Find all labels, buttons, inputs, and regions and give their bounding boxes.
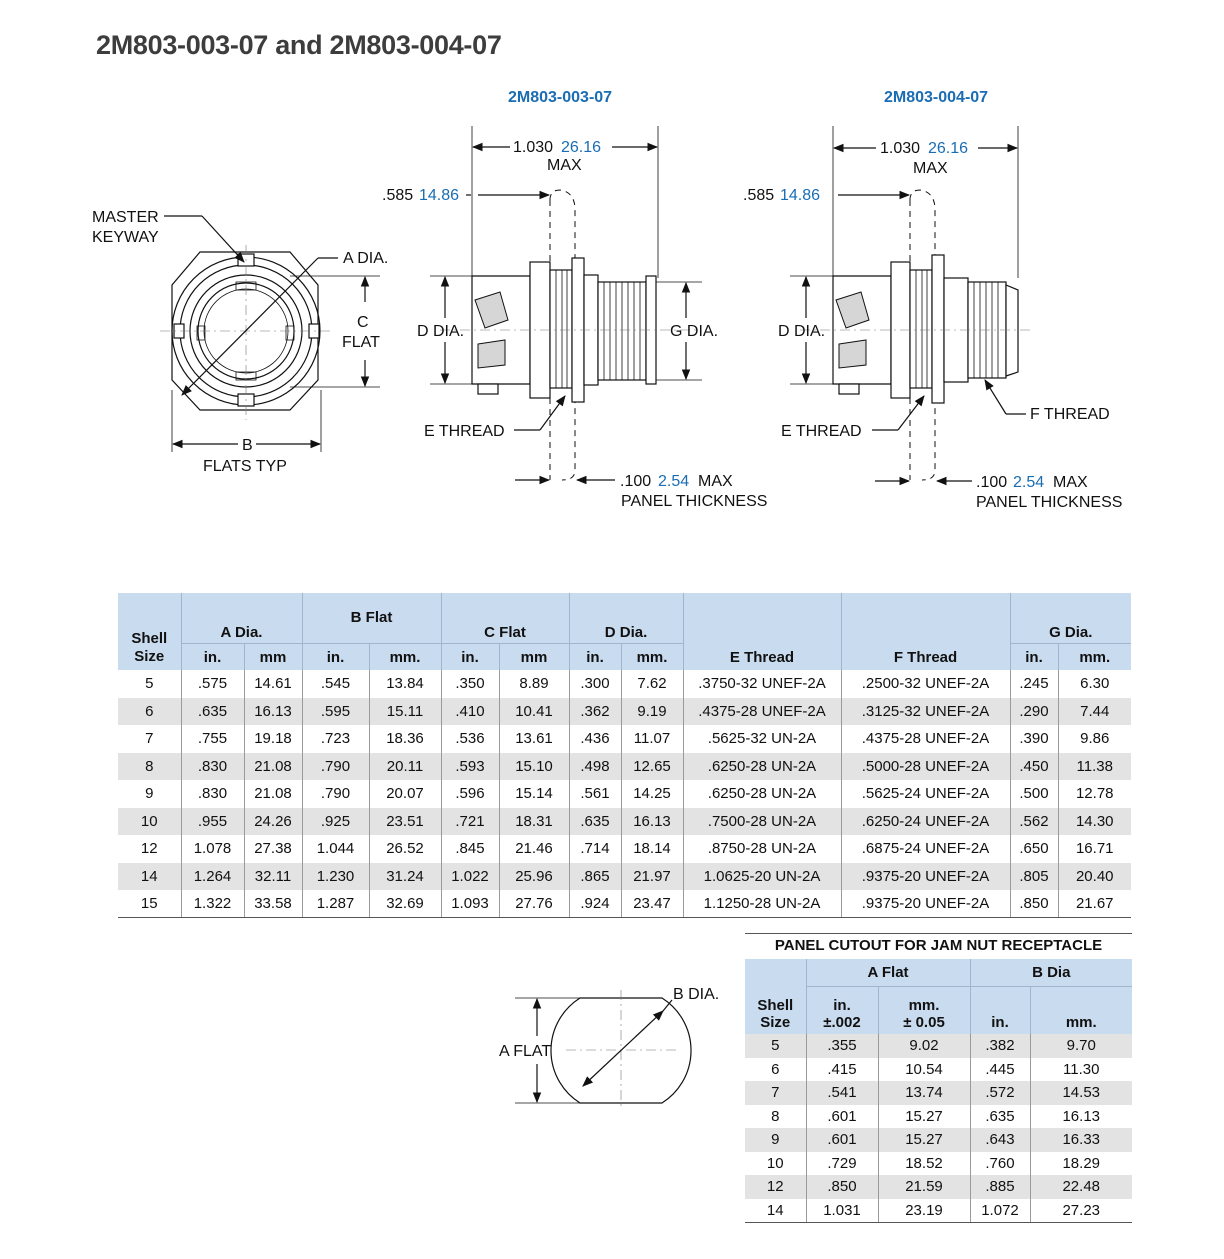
table-cell: 21.08	[244, 780, 302, 808]
table-cell: .436	[569, 725, 621, 753]
table-row	[745, 1034, 1132, 1058]
table-cell: .805	[1010, 863, 1058, 891]
side-004-panel-max: MAX	[1053, 474, 1088, 491]
table-cell: 1.322	[181, 890, 244, 918]
table-cell: 5	[145, 675, 154, 693]
table-cell: 1.0625-20 UN-2A	[683, 863, 841, 891]
a-dia-header: A Dia.	[181, 593, 302, 644]
table-cell: .865	[569, 863, 621, 891]
table-cell: 1.078	[181, 835, 244, 863]
side-004-panel-thickness: PANEL THICKNESS	[976, 494, 1123, 511]
table-cell: 1.031	[806, 1199, 878, 1223]
table-cell: .790	[302, 780, 369, 808]
side-004-panel-mm: 2.54	[1013, 474, 1045, 491]
g-dia-header: G Dia.	[1010, 593, 1131, 644]
table-cell: 14.61	[244, 670, 302, 698]
table-cell: 20.40	[1058, 863, 1131, 891]
side-003-len-in: 1.030	[513, 139, 554, 156]
table-row	[118, 725, 1131, 753]
table-cell: 23.47	[621, 890, 683, 918]
cutout-b-dia-label: B DIA.	[673, 986, 720, 1003]
table-cell: .723	[302, 725, 369, 753]
table-cell: .9375-20 UNEF-2A	[841, 890, 1010, 918]
table-cell: 16.13	[1030, 1105, 1132, 1129]
table-cell: 15.27	[878, 1105, 970, 1129]
table-cell: .8750-28 UN-2A	[683, 835, 841, 863]
table-cell: 15.14	[499, 780, 569, 808]
table-cell: .885	[970, 1175, 1030, 1199]
table-cell: .845	[441, 835, 499, 863]
master-keyway-label: MASTER	[92, 209, 159, 226]
table-cell: 27.76	[499, 890, 569, 918]
table-cell: 7.62	[621, 670, 683, 698]
side-004-panel-in: .100	[976, 474, 1008, 491]
table-cell: 6.30	[1058, 670, 1131, 698]
table-cell: 27.23	[1030, 1199, 1132, 1223]
shell-size-header: Shell Size	[118, 593, 181, 670]
table-row	[118, 670, 1131, 698]
side-view-004	[743, 89, 1122, 511]
table-row	[118, 863, 1131, 891]
side-view-004-header: 2M803-004-07	[884, 89, 989, 106]
front-view	[92, 209, 388, 475]
b-flat-header: B Flat	[302, 593, 441, 644]
table-cell: .390	[1010, 725, 1058, 753]
table-cell: 1.072	[970, 1199, 1030, 1223]
table-cell: 21.97	[621, 863, 683, 891]
side-003-off-mm: 14.86	[419, 187, 460, 204]
e-thread-header: E Thread	[683, 593, 841, 670]
table-cell: 31.24	[369, 863, 441, 891]
table-cell: 9.70	[1030, 1034, 1132, 1058]
table-row	[745, 1199, 1132, 1223]
table-cell: .635	[181, 698, 244, 726]
table-cell: 1.264	[181, 863, 244, 891]
table-cell: .714	[569, 835, 621, 863]
table-row	[745, 1058, 1132, 1082]
table-row	[118, 890, 1131, 918]
cutout-b-dia-header: B Dia	[970, 959, 1132, 987]
table-cell: 8	[145, 757, 154, 775]
table-cell: 10	[140, 812, 158, 830]
table-cell: .562	[1010, 808, 1058, 836]
table-cell: .541	[806, 1081, 878, 1105]
table-cell: 11.07	[621, 725, 683, 753]
table-cell: 11.38	[1058, 753, 1131, 781]
table-cell: .410	[441, 698, 499, 726]
table-cell: 22.48	[1030, 1175, 1132, 1199]
d-dia-header: D Dia.	[569, 593, 683, 644]
table-cell: .850	[1010, 890, 1058, 918]
table-cell: .6250-28 UN-2A	[683, 780, 841, 808]
table-cell: .382	[970, 1034, 1030, 1058]
dimension-table-body	[118, 670, 1131, 918]
table-cell: .290	[1010, 698, 1058, 726]
table-cell: 1.287	[302, 890, 369, 918]
table-cell: 18.31	[499, 808, 569, 836]
table-cell: .6875-24 UNEF-2A	[841, 835, 1010, 863]
table-cell: 10.54	[878, 1058, 970, 1082]
table-cell: 24.26	[244, 808, 302, 836]
table-row	[745, 1152, 1132, 1176]
cutout-table-title: PANEL CUTOUT FOR JAM NUT RECEPTACLE	[745, 933, 1132, 960]
page-title: 2M803-003-07 and 2M803-004-07	[96, 30, 502, 60]
b-in-header: in.	[302, 644, 369, 671]
table-row	[745, 1128, 1132, 1152]
table-cell: 10.41	[499, 698, 569, 726]
side-003-panel-in: .100	[620, 473, 652, 490]
table-cell: .355	[806, 1034, 878, 1058]
table-cell: 11.30	[1030, 1058, 1132, 1082]
cutout-a-mm-header: mm. ± 0.05	[878, 987, 970, 1035]
table-cell: .955	[181, 808, 244, 836]
table-cell: 32.11	[244, 863, 302, 891]
connector-drawing	[0, 0, 1224, 560]
table-cell: 1.230	[302, 863, 369, 891]
table-cell: .5625-24 UNEF-2A	[841, 780, 1010, 808]
table-cell: .830	[181, 753, 244, 781]
table-cell: 16.13	[244, 698, 302, 726]
table-cell: .925	[302, 808, 369, 836]
cutout-a-flat-header: A Flat	[806, 959, 970, 987]
d-mm-header: mm.	[621, 644, 683, 671]
table-cell: 18.29	[1030, 1152, 1132, 1176]
side-003-panel-max: MAX	[698, 473, 733, 490]
table-cell: 25.96	[499, 863, 569, 891]
table-cell: 15.27	[878, 1128, 970, 1152]
table-cell: .536	[441, 725, 499, 753]
table-cell: .593	[441, 753, 499, 781]
table-cell: 10	[766, 1154, 784, 1172]
table-cell: 8.89	[499, 670, 569, 698]
table-cell: 1.093	[441, 890, 499, 918]
table-cell: .596	[441, 780, 499, 808]
table-cell: .575	[181, 670, 244, 698]
d-in-header: in.	[569, 644, 621, 671]
table-cell: 21.59	[878, 1175, 970, 1199]
table-cell: 12.78	[1058, 780, 1131, 808]
table-cell: 5	[771, 1037, 780, 1055]
table-cell: 33.58	[244, 890, 302, 918]
side-003-panel-mm: 2.54	[658, 473, 690, 490]
c-mm-header: mm	[499, 644, 569, 671]
table-cell: 18.36	[369, 725, 441, 753]
cutout-a-flat-label: A FLAT	[499, 1043, 552, 1060]
table-cell: .300	[569, 670, 621, 698]
table-cell: 20.11	[369, 753, 441, 781]
table-cell: 8	[771, 1107, 780, 1125]
b-mm-header: mm.	[369, 644, 441, 671]
c-flat-label-1: C	[357, 314, 369, 331]
b-flats-label: FLATS TYP	[203, 458, 287, 475]
table-cell: 16.13	[621, 808, 683, 836]
table-row	[118, 753, 1131, 781]
table-cell: .7500-28 UN-2A	[683, 808, 841, 836]
f-thread-header: F Thread	[841, 593, 1010, 670]
table-cell: 23.51	[369, 808, 441, 836]
table-cell: 14.30	[1058, 808, 1131, 836]
table-cell: 9.02	[878, 1034, 970, 1058]
cutout-table	[745, 959, 1132, 1223]
table-cell: 9	[145, 785, 154, 803]
table-cell: .450	[1010, 753, 1058, 781]
table-row	[745, 1105, 1132, 1129]
c-flat-header: C Flat	[441, 593, 569, 644]
table-cell: 6	[771, 1060, 780, 1078]
cutout-b-in-header: in.	[970, 987, 1030, 1035]
table-cell: 9	[771, 1131, 780, 1149]
table-row	[118, 698, 1131, 726]
table-cell: .595	[302, 698, 369, 726]
table-cell: 15	[118, 890, 181, 918]
table-cell: .445	[970, 1058, 1030, 1082]
side-004-f-thread: F THREAD	[1030, 406, 1110, 423]
table-cell: .498	[569, 753, 621, 781]
cutout-a-in-header: in. ±.002	[806, 987, 878, 1035]
table-cell: 21.46	[499, 835, 569, 863]
table-cell: 26.52	[369, 835, 441, 863]
table-cell: .4375-28 UNEF-2A	[683, 698, 841, 726]
side-004-e-thread: E THREAD	[781, 423, 862, 440]
table-cell: 23.19	[878, 1199, 970, 1223]
table-cell: 12	[766, 1178, 784, 1196]
table-cell: 1.044	[302, 835, 369, 863]
table-cell: .6250-24 UNEF-2A	[841, 808, 1010, 836]
table-cell: 21.67	[1058, 890, 1131, 918]
side-004-len-mm: 26.16	[928, 140, 969, 157]
table-cell: 14.53	[1030, 1081, 1132, 1105]
table-row	[118, 835, 1131, 863]
table-cell: .729	[806, 1152, 878, 1176]
table-cell: 14.25	[621, 780, 683, 808]
side-003-len-max: MAX	[547, 157, 582, 174]
table-cell: 13.74	[878, 1081, 970, 1105]
table-cell: .760	[970, 1152, 1030, 1176]
table-cell: 32.69	[369, 890, 441, 918]
table-cell: .850	[806, 1175, 878, 1199]
table-cell: 18.14	[621, 835, 683, 863]
table-cell: .9375-20 UNEF-2A	[841, 863, 1010, 891]
table-cell: .643	[970, 1128, 1030, 1152]
table-cell: 18.52	[878, 1152, 970, 1176]
side-003-d-dia: D DIA.	[417, 323, 465, 340]
table-cell: 16.71	[1058, 835, 1131, 863]
table-cell: .362	[569, 698, 621, 726]
table-cell: .4375-28 UNEF-2A	[841, 725, 1010, 753]
table-cell: .5625-32 UN-2A	[683, 725, 841, 753]
side-003-len-mm: 26.16	[561, 139, 602, 156]
side-003-panel-thickness: PANEL THICKNESS	[621, 493, 768, 510]
table-cell: .635	[970, 1105, 1030, 1129]
cutout-table-body	[745, 1034, 1132, 1222]
b-label: B	[242, 437, 253, 454]
side-003-g-dia: G DIA.	[670, 323, 719, 340]
table-cell: 1.022	[441, 863, 499, 891]
table-cell: .545	[302, 670, 369, 698]
table-cell: 20.07	[369, 780, 441, 808]
table-cell: .245	[1010, 670, 1058, 698]
table-cell: .790	[302, 753, 369, 781]
cutout-shell-size-header: Shell Size	[745, 959, 806, 1034]
side-004-off-mm: 14.86	[780, 187, 821, 204]
c-flat-label-2: FLAT	[342, 334, 380, 351]
table-cell: 7	[771, 1084, 780, 1102]
cutout-b-mm-header: mm.	[1030, 987, 1132, 1035]
table-cell: 14	[140, 867, 158, 885]
table-cell: 16.33	[1030, 1128, 1132, 1152]
table-cell: 13.84	[369, 670, 441, 698]
a-mm-header: mm	[244, 644, 302, 671]
table-cell: .2500-32 UNEF-2A	[841, 670, 1010, 698]
side-view-003	[382, 89, 767, 510]
g-mm-header: mm.	[1058, 644, 1131, 671]
table-cell: .500	[1010, 780, 1058, 808]
table-cell: .561	[569, 780, 621, 808]
table-cell: 19.18	[244, 725, 302, 753]
table-cell: 14	[745, 1199, 806, 1223]
table-cell: .415	[806, 1058, 878, 1082]
table-cell: 9.86	[1058, 725, 1131, 753]
table-cell: .601	[806, 1105, 878, 1129]
table-cell: .721	[441, 808, 499, 836]
table-cell: .650	[1010, 835, 1058, 863]
table-cell: 7	[145, 730, 154, 748]
dimension-table	[118, 593, 1131, 918]
table-cell: .3125-32 UNEF-2A	[841, 698, 1010, 726]
table-cell: .350	[441, 670, 499, 698]
table-cell: 1.1250-28 UN-2A	[683, 890, 841, 918]
table-cell: 15.10	[499, 753, 569, 781]
table-cell: 15.11	[369, 698, 441, 726]
a-in-header: in.	[181, 644, 244, 671]
table-cell: .572	[970, 1081, 1030, 1105]
table-cell: 7.44	[1058, 698, 1131, 726]
a-dia-label: A DIA.	[343, 250, 389, 267]
table-cell: .601	[806, 1128, 878, 1152]
table-cell: .755	[181, 725, 244, 753]
c-in-header: in.	[441, 644, 499, 671]
side-003-e-thread: E THREAD	[424, 423, 505, 440]
g-in-header: in.	[1010, 644, 1058, 671]
table-row	[745, 1081, 1132, 1105]
table-cell: 12	[140, 840, 158, 858]
table-row	[118, 808, 1131, 836]
side-004-off-in: .585	[743, 187, 775, 204]
table-cell: .5000-28 UNEF-2A	[841, 753, 1010, 781]
table-cell: .924	[569, 890, 621, 918]
table-cell: 13.61	[499, 725, 569, 753]
table-cell: 9.19	[621, 698, 683, 726]
side-003-off-in: .585	[382, 187, 414, 204]
table-cell: .635	[569, 808, 621, 836]
table-cell: 12.65	[621, 753, 683, 781]
side-004-d-dia: D DIA.	[778, 323, 826, 340]
table-cell: 6	[145, 702, 154, 720]
table-cell: .3750-32 UNEF-2A	[683, 670, 841, 698]
master-keyway-label-2: KEYWAY	[92, 229, 159, 246]
table-row	[118, 780, 1131, 808]
table-cell: 21.08	[244, 753, 302, 781]
table-cell: 27.38	[244, 835, 302, 863]
side-004-len-in: 1.030	[880, 140, 921, 157]
table-cell: .6250-28 UN-2A	[683, 753, 841, 781]
table-cell: .830	[181, 780, 244, 808]
side-view-003-header: 2M803-003-07	[508, 89, 613, 106]
panel-cutout-drawing	[490, 975, 730, 1115]
table-row	[745, 1175, 1132, 1199]
side-004-len-max: MAX	[913, 160, 948, 177]
